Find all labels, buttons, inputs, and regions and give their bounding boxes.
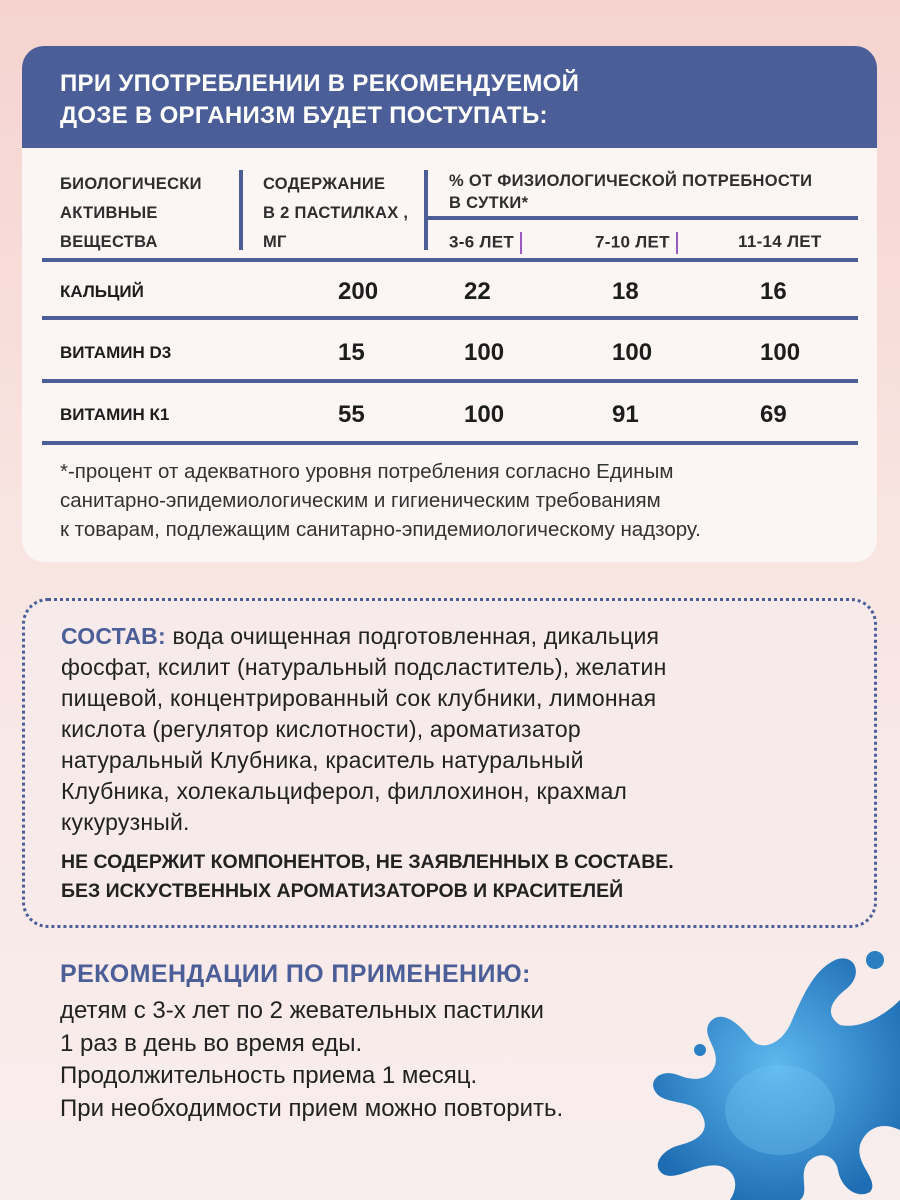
- composition-line: кукурузный.: [61, 809, 190, 835]
- row-divider: [42, 316, 858, 320]
- row-percent: 91: [612, 401, 639, 428]
- composition-line: кислота (регулятор кислотности), ароматизатор: [61, 716, 581, 742]
- header-text: АКТИВНЫЕ: [60, 204, 158, 222]
- row-divider: [42, 441, 858, 445]
- row-percent: 100: [464, 339, 505, 366]
- row-divider: [42, 379, 858, 383]
- row-divider: [42, 258, 858, 262]
- recommendation-line: детям с 3-х лет по 2 жевательных пастилки: [60, 997, 544, 1024]
- row-percent: 100: [760, 339, 801, 366]
- card-header: [22, 46, 877, 148]
- composition-line: фосфат, ксилит (натуральный подсластитель), желатин: [61, 654, 667, 680]
- column-divider: [424, 170, 428, 250]
- row-amount: 55: [338, 401, 365, 428]
- recommendation-line: Продолжительность приема 1 месяц.: [60, 1062, 478, 1089]
- row-name: КАЛЬЦИЙ: [60, 282, 144, 301]
- column-substance-header: [60, 170, 235, 257]
- nutrition-card: [22, 46, 877, 562]
- header-underline: [428, 216, 858, 220]
- footnote-line: санитарно-эпидемиологическим и гигиеническим требованиям: [60, 489, 661, 512]
- composition-text: [61, 621, 851, 838]
- row-amount: 15: [338, 339, 365, 366]
- splash-decoration: [640, 930, 900, 1200]
- composition-notice: [61, 848, 851, 906]
- recommendation-line: При необходимости прием можно повторить.: [60, 1094, 564, 1122]
- footnote: [60, 457, 860, 544]
- age-column-header: 11-14 ЛЕТ: [738, 232, 822, 251]
- header-line-2: ДОЗЕ В ОРГАНИЗМ БУДЕТ ПОСТУПАТЬ:: [60, 102, 548, 129]
- header-text: В 2 ПАСТИЛКАХ ,: [263, 204, 409, 222]
- row-percent: 69: [760, 401, 787, 428]
- row-name: ВИТАМИН К1: [60, 405, 170, 424]
- composition-line: Клубника, холекальциферол, филлохинон, крахмал: [61, 778, 628, 804]
- notice-line: НЕ СОДЕРЖИТ КОМПОНЕНТОВ, НЕ ЗАЯВЛЕННЫХ В СОСТАВЕ.: [61, 851, 674, 873]
- header-text: ВЕЩЕСТВА: [60, 233, 158, 251]
- composition-label: СОСТАВ:: [61, 623, 166, 649]
- age-column-header: 7-10 ЛЕТ: [595, 232, 678, 254]
- footnote-line: *-процент от адекватного уровня потребления согласно Единым: [60, 460, 674, 483]
- recommendations-text: [60, 995, 563, 1125]
- footnote-line: к товарам, подлежащим санитарно-эпидемиологическому надзору.: [60, 518, 701, 541]
- header-text: В СУТКИ*: [449, 194, 529, 212]
- header-text: МГ: [263, 233, 287, 251]
- row-percent: 100: [612, 339, 653, 366]
- composition-line: пищевой, концентрированный сок клубники, лимонная: [61, 685, 657, 711]
- row-name: ВИТАМИН D3: [60, 343, 172, 362]
- table-row: [22, 387, 877, 443]
- recommendation-line: 1 раз в день во время еды.: [60, 1029, 363, 1057]
- table-row: [22, 325, 877, 381]
- column-content-header: [263, 170, 433, 257]
- table-row: [22, 264, 877, 320]
- row-percent: 18: [612, 278, 639, 305]
- header-text: БИОЛОГИЧЕСКИ: [60, 175, 202, 193]
- age-column-header: 3-6 ЛЕТ: [449, 232, 522, 254]
- row-percent: 100: [464, 401, 505, 428]
- row-amount: 200: [338, 278, 379, 305]
- header-text: СОДЕРЖАНИЕ: [263, 175, 386, 193]
- header-line-1: ПРИ УПОТРЕБЛЕНИИ В РЕКОМЕНДУЕМОЙ: [60, 70, 580, 97]
- column-percent-header: [449, 170, 869, 214]
- notice-line: БЕЗ ИСКУСТВЕННЫХ АРОМАТИЗАТОРОВ И КРАСИТЕЛЕЙ: [61, 880, 624, 902]
- composition-box: [22, 598, 877, 928]
- row-percent: 16: [760, 278, 787, 305]
- composition-line: натуральный Клубника, краситель натуральный: [61, 747, 584, 773]
- table-header: [22, 148, 877, 260]
- column-divider: [239, 170, 243, 250]
- composition-line: вода очищенная подготовленная, дикальция: [165, 623, 660, 649]
- recommendations-title: РЕКОМЕНДАЦИИ ПО ПРИМЕНЕНИЮ:: [60, 960, 531, 988]
- row-percent: 22: [464, 278, 491, 305]
- header-text: % ОТ ФИЗИОЛОГИЧЕСКОЙ ПОТРЕБНОСТИ: [449, 172, 813, 190]
